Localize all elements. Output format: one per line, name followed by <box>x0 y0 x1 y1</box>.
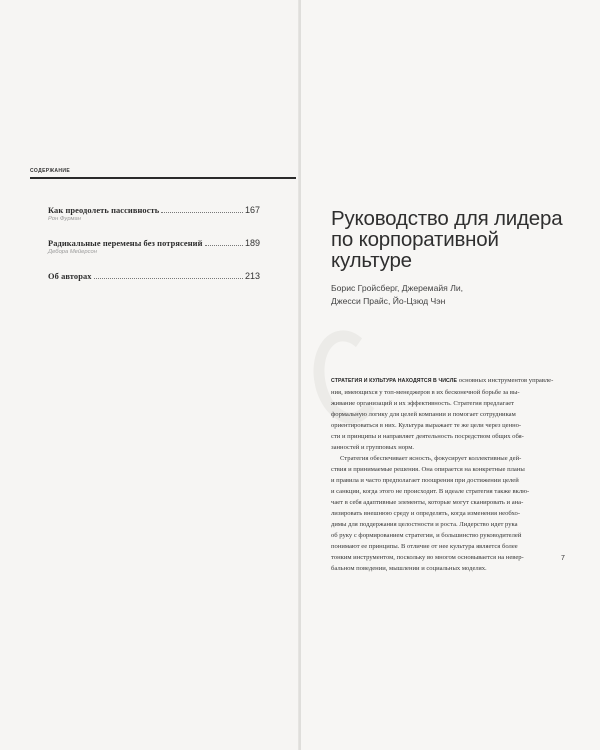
toc-entry-page: 213 <box>244 271 260 281</box>
body-line: лизировать внешнюю среду и определять, когда изменения необхо- <box>331 510 521 517</box>
table-of-contents <box>48 205 260 304</box>
chapter-title-line: культуре <box>331 249 412 272</box>
toc-entry[interactable] <box>48 205 260 238</box>
chapter-title-line: по корпоративной <box>331 228 499 251</box>
toc-entry-author: Рон Фурман <box>48 216 81 222</box>
body-line: понимают ее принципы. В отличие от нее культура является более <box>331 543 518 550</box>
body-line: сти и принципы и направляет деятельность посредством общих обя- <box>331 433 524 440</box>
toc-entry-title: Как преодолеть пассивность <box>48 206 160 215</box>
toc-leader-dots <box>205 239 243 246</box>
body-line: ния, имеющихся у топ-менеджеров в их бесконечной борьбе за вы- <box>331 389 520 396</box>
body-line: и санкции, когда этого не происходит. В идеале стратегия также вклю- <box>331 488 530 495</box>
authors-line: Джесси Прайс, Йо-Цзюд Чэн <box>331 296 446 306</box>
chapter-body <box>331 375 554 574</box>
toc-entry-title: Об авторах <box>48 272 92 281</box>
paragraph-2 <box>331 453 546 574</box>
body-line: занностей и групповых норм. <box>331 444 415 451</box>
body-line: об руку с формированием стратегии, и большинство руководителей <box>331 532 522 539</box>
body-line: живание организаций и их эффективность. Стратегия предлагает <box>331 400 515 407</box>
body-line: основных инструментов управле- <box>457 377 554 384</box>
toc-entry-title: Радикальные перемены без потрясений <box>48 239 203 248</box>
toc-entry[interactable] <box>48 238 260 271</box>
left-page <box>0 0 299 750</box>
chapter-title <box>331 208 571 271</box>
body-line: димы для поддержания целостности и роста. Лидерство идет рука <box>331 521 518 528</box>
toc-entry-author: Дебора Мейерсон <box>48 249 97 255</box>
authors-line: Борис Гройсберг, Джеремайя Ли, <box>331 283 464 293</box>
body-line: формальную логику для целей компании и помогает сотрудникам <box>331 411 516 418</box>
chapter-authors <box>331 282 463 308</box>
toc-header: СОДЕРЖАНИЕ <box>30 168 71 174</box>
body-line: тонким инструментом, поскольку во многом основывается на невер- <box>331 554 524 561</box>
toc-leader-dots <box>94 272 243 279</box>
body-line: ствия и принимаемые решения. Она опирается на конкретные планы <box>331 466 525 473</box>
toc-divider <box>30 177 296 179</box>
chapter-title-line: Руководство для лидера <box>331 207 563 230</box>
body-line: бальном поведении, мышлении и социальных моделях. <box>331 565 487 572</box>
lead-in: СТРАТЕГИЯ И КУЛЬТУРА НАХОДЯТСЯ В ЧИСЛЕ <box>331 378 458 384</box>
body-line: ориентироваться в них. Культура выражает те же цели через ценно- <box>331 422 522 429</box>
paragraph-1 <box>331 375 554 453</box>
toc-entry-page: 189 <box>244 238 260 248</box>
body-line: чает в себя адаптивные элементы, которые могут сканировать и ана- <box>331 499 524 506</box>
body-line: Стратегия обеспечивает ясность, фокусирует коллективные дей- <box>340 455 522 462</box>
toc-entry-page: 167 <box>244 205 260 215</box>
page-number: 7 <box>561 555 565 562</box>
toc-leader-dots <box>161 206 243 213</box>
toc-entry[interactable] <box>48 271 260 304</box>
body-line: и правила и часто предполагает поощрения при достижении целей <box>331 477 519 484</box>
